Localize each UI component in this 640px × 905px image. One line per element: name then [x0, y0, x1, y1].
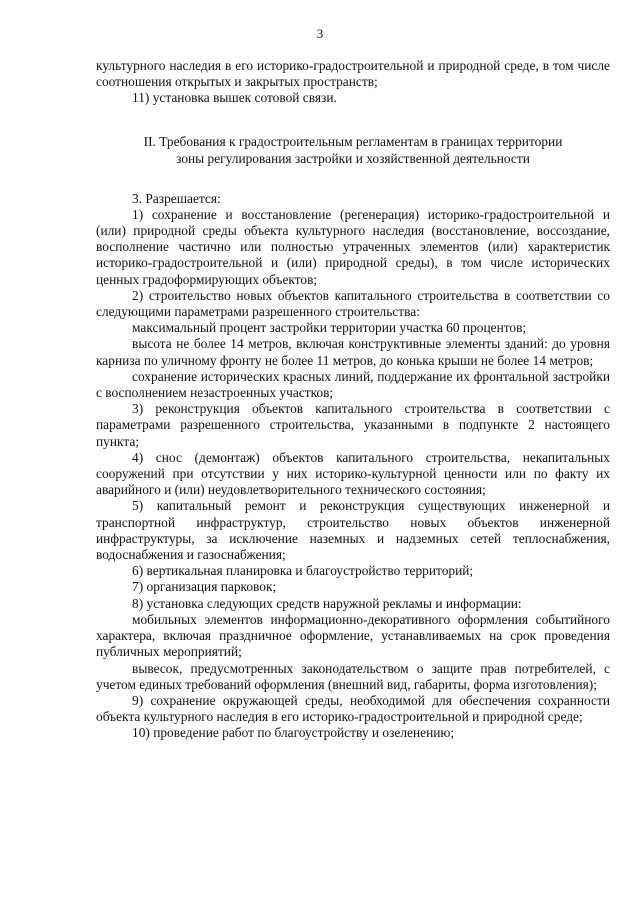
paragraph-item-6: 6) вертикальная планировка и благоустройство территорий; — [132, 563, 474, 579]
document-body — [96, 58, 610, 742]
paragraph-item-10: 10) проведение работ по благоустройству и озеленению; — [132, 725, 455, 741]
paragraph-height: высота не более 14 метров, включая конструктивные элементы зданий: до уровня карниза по уличному фронту не более 11 метров, до конька крыши не более 14 метров; — [96, 336, 610, 368]
page-number: 3 — [316, 26, 324, 41]
paragraph-item-7: 7) организация парковок; — [132, 579, 277, 595]
paragraph-item-4: 4) снос (демонтаж) объектов капитального строительства, некапитальных сооружений при отсутствии у них историко-культурной ценности или по факту их аварийного и (или) неудовлетворительного технического состояния; — [96, 449, 610, 498]
paragraph-3-allowed: 3. Разрешается: — [132, 190, 221, 206]
paragraph-item-3: 3) реконструкция объектов капитального строительства в соответствии с параметрами разрешенного строительства, указанными в подпункте 2 настоящего пункта; — [96, 401, 610, 449]
section-heading-line-1: II. Требования к градостроительным регламентам в границах территории — [143, 133, 563, 149]
paragraph-item-2: 2) строительство новых объектов капитального строительства в соответствии со следующими параметрами разрешенного строительства: — [96, 287, 610, 320]
paragraph-item-8: 8) установка следующих средств наружной рекламы и информации: — [132, 595, 522, 611]
paragraph-item-1: 1) сохранение и восстановление (регенерация) историко-градостроительной и (или) природной среды объекта культурного наследия (восстановление, воссоздание, восполнение частично или полностью утраченных элементов (или) характеристик историко-градостроительной и (или) природной среды), в том числе исторических ценных градоформирующих объектов; — [96, 206, 610, 287]
paragraph-signs: вывесок, предусмотренных законодательством о защите прав потребителей, с учетом единых требований оформления (внешний вид, габариты, форма изготовления); — [96, 660, 610, 692]
paragraph-item-9: 9) сохранение окружающей среды, необходимой для обеспечения сохранности объекта культурного наследия в его историко-градостроительной и природной среде; — [96, 692, 610, 725]
section-heading — [96, 133, 610, 167]
paragraph-red-lines: сохранение исторических красных линий, поддержание их фронтальной застройки с восполнением незастроенных участков; — [96, 368, 610, 401]
item-11-paragraph: 11) установка вышек сотовой связи. — [132, 90, 337, 106]
continuation-paragraph: культурного наследия в его историко-градостроительной и природной среде, в том числе соотношения открытых и закрытых пространств; — [96, 58, 610, 90]
section-heading-line-2: зоны регулирования застройки и хозяйственной деятельности — [176, 150, 530, 166]
paragraph-max-percent: максимальный процент застройки территории участка 60 процентов; — [132, 320, 527, 336]
paragraph-mobile-elements: мобильных элементов информационно-декоративного оформления событийного характера, включая праздничное оформление, устанавливаемых на срок проведения публичных мероприятий; — [96, 611, 610, 660]
paragraph-item-5: 5) капитальный ремонт и реконструкция существующих инженерной и транспортной инфраструктур, строительство новых объектов инженерной инфраструктуры, за исключение наземных и надземных сетей теплоснабжения, водоснабжения и газоснабжения; — [96, 498, 610, 563]
